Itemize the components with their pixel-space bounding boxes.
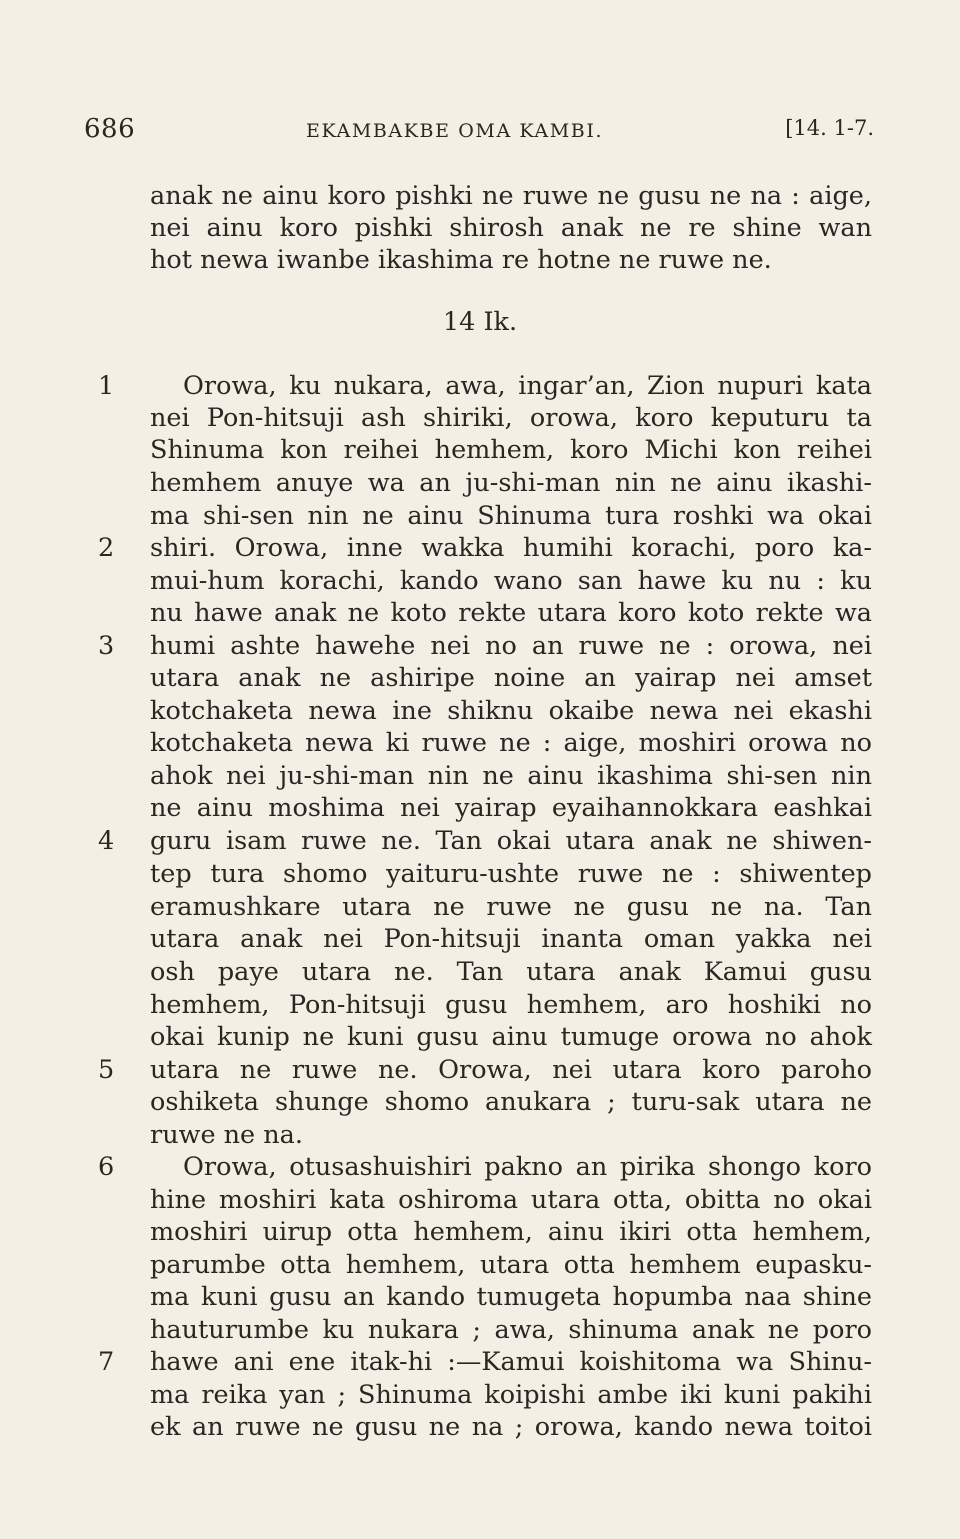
running-title: EKAMBAKBE OMA KAMBI. bbox=[306, 120, 604, 142]
text-line: okai kunip ne kuni gusu ainu tumuge orowa no ahok bbox=[150, 1022, 872, 1052]
text-line: Orowa, ku nukara, awa, ingar’an, Zion nupuri kata bbox=[183, 371, 872, 401]
verse-number: 5 bbox=[98, 1055, 115, 1085]
chapter-heading: 14 Ik. bbox=[442, 307, 518, 337]
text-line: oshiketa shunge shomo anukara ; turu-sak utara ne bbox=[150, 1087, 872, 1117]
text-line: kotchaketa newa ki ruwe ne : aige, moshiri orowa no bbox=[150, 728, 872, 758]
text-line: ahok nei ju-shi-man nin ne ainu ikashima shi-sen nin bbox=[150, 761, 872, 791]
text-line: tep tura shomo yaituru-ushte ruwe ne : shiwentep bbox=[150, 859, 872, 889]
text-line: guru isam ruwe ne. Tan okai utara anak ne shiwen- bbox=[150, 826, 872, 856]
text-line: kotchaketa newa ine shiknu okaibe newa nei ekashi bbox=[150, 696, 872, 726]
text-line: anak ne ainu koro pishki ne ruwe ne gusu ne na : aige, bbox=[150, 181, 872, 211]
text-line: hot newa iwanbe ikashima re hotne ne ruwe ne. bbox=[150, 245, 772, 275]
text-line: nei Pon-hitsuji ash shiriki, orowa, koro keputuru ta bbox=[150, 403, 872, 433]
text-line: osh paye utara ne. Tan utara anak Kamui gusu bbox=[150, 957, 872, 987]
verse-number: 3 bbox=[98, 631, 115, 661]
text-line: humi ashte hawehe nei no an ruwe ne : orowa, nei bbox=[150, 631, 872, 661]
page-number: 686 bbox=[84, 114, 136, 144]
text-line: utara anak ne ashiripe noine an yairap nei amset bbox=[150, 663, 872, 693]
text-line: ma kuni gusu an kando tumugeta hopumba naa shine bbox=[150, 1282, 872, 1312]
verse-number: 2 bbox=[98, 533, 115, 563]
verse-number: 1 bbox=[98, 371, 115, 401]
text-line: utara ne ruwe ne. Orowa, nei utara koro paroho bbox=[150, 1055, 872, 1085]
text-line: utara anak nei Pon-hitsuji inanta oman yakka nei bbox=[150, 924, 872, 954]
text-line: parumbe otta hemhem, utara otta hemhem eupasku- bbox=[150, 1250, 872, 1280]
text-line: ek an ruwe ne gusu ne na ; orowa, kando newa toitoi bbox=[150, 1412, 872, 1442]
page-header bbox=[84, 112, 874, 152]
text-line: shiri. Orowa, inne wakka humihi korachi, poro ka- bbox=[150, 533, 872, 563]
text-line: Orowa, otusashuishiri pakno an pirika shongo koro bbox=[183, 1152, 872, 1182]
text-line: ne ainu moshima nei yairap eyaihannokkara eashkai bbox=[150, 793, 872, 823]
text-line: eramushkare utara ne ruwe ne gusu ne na. Tan bbox=[150, 892, 872, 922]
text-line: ruwe ne na. bbox=[150, 1120, 303, 1150]
text-line: hine moshiri kata oshiroma utara otta, obitta no okai bbox=[150, 1185, 872, 1215]
text-line: nu hawe anak ne koto rekte utara koro koto rekte wa bbox=[150, 598, 872, 628]
text-line: hemhem anuye wa an ju-shi-man nin ne ainu ikashi- bbox=[150, 468, 872, 498]
text-line: Shinuma kon reihei hemhem, koro Michi kon reihei bbox=[150, 435, 872, 465]
chapter-reference: [14. 1-7. bbox=[785, 116, 874, 140]
verse-number: 6 bbox=[98, 1152, 115, 1182]
text-line: ma shi-sen nin ne ainu Shinuma tura roshki wa okai bbox=[150, 501, 872, 531]
text-line: nei ainu koro pishki shirosh anak ne re shine wan bbox=[150, 213, 872, 243]
text-line: hauturumbe ku nukara ; awa, shinuma anak ne poro bbox=[150, 1315, 872, 1345]
text-line: hemhem, Pon-hitsuji gusu hemhem, aro hoshiki no bbox=[150, 990, 872, 1020]
text-line: moshiri uirup otta hemhem, ainu ikiri otta hemhem, bbox=[150, 1217, 872, 1247]
verse-number: 7 bbox=[98, 1347, 115, 1377]
text-line: ma reika yan ; Shinuma koipishi ambe iki kuni pakihi bbox=[150, 1380, 872, 1410]
text-line: mui-hum korachi, kando wano san hawe ku nu : ku bbox=[150, 566, 872, 596]
text-line: hawe ani ene itak-hi :—Kamui koishitoma wa Shinu- bbox=[150, 1347, 872, 1377]
verse-number: 4 bbox=[98, 826, 115, 856]
